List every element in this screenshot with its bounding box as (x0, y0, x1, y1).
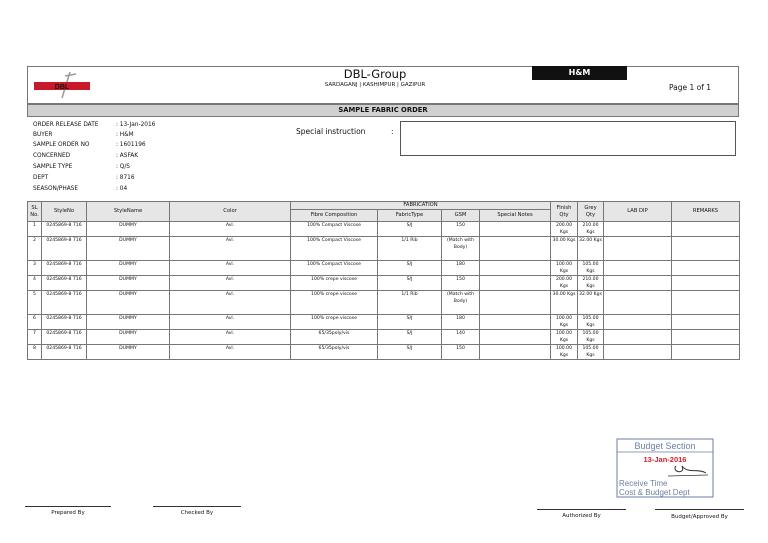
cell-style-name: DUMMY (87, 330, 170, 345)
cell-grey-qty: 210.00 Kgs (578, 276, 604, 291)
cell-gsm: 140 (442, 330, 480, 345)
cell-gsm: 180 (442, 315, 480, 330)
table-row (28, 276, 740, 291)
svg-text:Receive Time: Receive Time (619, 479, 668, 488)
col-lab-dip: LAB DIP (604, 202, 672, 222)
col-remarks: REMARKS (672, 202, 740, 222)
info-sample-type: SAMPLE TYPE : Q/S (33, 164, 130, 170)
cell-remarks (672, 291, 740, 315)
col-gsm: GSM (442, 210, 480, 222)
cell-style-no: 0245869-8 716 (42, 222, 87, 237)
info-season-phase: SEASON/PHASE : 04 (33, 186, 128, 192)
document-title: SAMPLE FABRIC ORDER (27, 104, 739, 117)
cell-fibre: 100% crepe viscose (291, 315, 378, 330)
cell-lab-dip (604, 345, 672, 360)
cell-finish-qty: 200.00 Kgs (551, 276, 578, 291)
table-row (28, 237, 740, 261)
cell-lab-dip (604, 330, 672, 345)
dbl-logo (32, 70, 94, 100)
cell-style-no: 0245869-8 716 (42, 315, 87, 330)
prepared-line (25, 506, 111, 507)
cell-style-no: 0245869-8 716 (42, 345, 87, 360)
cell-fabric-type: S/J (378, 276, 442, 291)
special-instruction-label: Special instruction (296, 127, 366, 136)
svg-text:13-Jan-2016: 13-Jan-2016 (643, 455, 687, 464)
cell-fabric-type: S/J (378, 315, 442, 330)
approved-line (655, 509, 744, 510)
cell-color: Avl. (170, 345, 291, 360)
cell-fibre: 100% Compact Viscose (291, 222, 378, 237)
cell-remarks (672, 261, 740, 276)
table-row (28, 291, 740, 315)
cell-lab-dip (604, 291, 672, 315)
table-row (28, 315, 740, 330)
checked-line (153, 506, 241, 507)
cell-remarks (672, 276, 740, 291)
col-style-name: StyleName (87, 202, 170, 222)
col-finish-qty: Finish Qty (551, 202, 578, 222)
cell-style-no: 0245869-8 716 (42, 330, 87, 345)
cell-sl: 3 (28, 261, 42, 276)
col-fabrication: FABRICATION (291, 202, 551, 210)
buyer-badge: H&M (532, 66, 627, 80)
cell-sl: 7 (28, 330, 42, 345)
cell-fibre: 65/35poly/vis (291, 345, 378, 360)
company-address: SARDAGANJ | KASHIMPUR | GAZIPUR (324, 82, 426, 88)
svg-text:Cost & Budget Dept: Cost & Budget Dept (619, 488, 690, 497)
budget-section-stamp (616, 438, 714, 498)
cell-style-name: DUMMY (87, 315, 170, 330)
cell-special-notes (480, 330, 551, 345)
cell-remarks (672, 330, 740, 345)
approved-by-label: Budget/Approved By (671, 514, 728, 520)
table-row (28, 261, 740, 276)
svg-text:DBL: DBL (54, 84, 70, 91)
cell-lab-dip (604, 237, 672, 261)
cell-special-notes (480, 222, 551, 237)
cell-lab-dip (604, 276, 672, 291)
cell-special-notes (480, 291, 551, 315)
cell-special-notes (480, 315, 551, 330)
cell-lab-dip (604, 222, 672, 237)
cell-fibre: 100% crepe viscose (291, 291, 378, 315)
cell-style-name: DUMMY (87, 237, 170, 261)
cell-finish-qty: 200.00 Kgs (551, 222, 578, 237)
cell-style-no: 0245869-8 716 (42, 276, 87, 291)
table-row (28, 330, 740, 345)
cell-grey-qty: 32.00 Kgs (578, 291, 604, 315)
cell-fibre: 100% crepe viscose (291, 276, 378, 291)
cell-remarks (672, 222, 740, 237)
page-number: Page 1 of 1 (668, 83, 712, 92)
cell-gsm: 150 (442, 276, 480, 291)
cell-style-name: DUMMY (87, 291, 170, 315)
cell-remarks (672, 345, 740, 360)
cell-gsm: (Match with Body) (442, 237, 480, 261)
authorized-by-label: Authorized By (562, 513, 601, 519)
cell-style-name: DUMMY (87, 276, 170, 291)
cell-gsm: 150 (442, 222, 480, 237)
prepared-by-label: Prepared By (51, 510, 85, 516)
cell-color: Avl. (170, 222, 291, 237)
cell-fabric-type: S/J (378, 345, 442, 360)
cell-lab-dip (604, 261, 672, 276)
info-concerned: CONCERNED : ASFAK (33, 153, 139, 159)
cell-special-notes (480, 276, 551, 291)
cell-finish-qty: 100.00 Kgs (551, 315, 578, 330)
cell-style-no: 0245869-8 716 (42, 291, 87, 315)
cell-finish-qty: 100.00 Kgs (551, 345, 578, 360)
cell-style-no: 0245869-8 716 (42, 261, 87, 276)
special-instruction-colon: : (391, 127, 394, 136)
table-row (28, 345, 740, 360)
cell-finish-qty: 100.00 Kgs (551, 261, 578, 276)
cell-sl: 2 (28, 237, 42, 261)
cell-finish-qty: 30.00 Kgs (551, 237, 578, 261)
info-sample-order-no: SAMPLE ORDER NO : 1601196 (33, 142, 146, 148)
cell-grey-qty: 105.00 Kgs (578, 315, 604, 330)
cell-style-name: DUMMY (87, 261, 170, 276)
cell-style-no: 0245869-8 716 (42, 237, 87, 261)
cell-special-notes (480, 345, 551, 360)
cell-gsm: 150 (442, 345, 480, 360)
cell-grey-qty: 32.00 Kgs (578, 237, 604, 261)
cell-fabric-type: 1/1 Rib (378, 237, 442, 261)
cell-finish-qty: 100.00 Kgs (551, 330, 578, 345)
cell-special-notes (480, 237, 551, 261)
col-fabric-type: FabricType (378, 210, 442, 222)
cell-color: Avl. (170, 276, 291, 291)
col-fibre: Fibre Composition (291, 210, 378, 222)
cell-fibre: 100% Compact Viscose (291, 261, 378, 276)
cell-color: Avl. (170, 315, 291, 330)
cell-fabric-type: S/J (378, 261, 442, 276)
cell-special-notes (480, 261, 551, 276)
cell-fabric-type: S/J (378, 222, 442, 237)
info-buyer: BUYER : H&M (33, 132, 134, 138)
cell-grey-qty: 105.00 Kgs (578, 345, 604, 360)
cell-gsm: (Match with Body) (442, 291, 480, 315)
cell-sl: 5 (28, 291, 42, 315)
cell-lab-dip (604, 315, 672, 330)
col-sl: SL No. (28, 202, 42, 222)
special-instruction-box (400, 121, 736, 156)
cell-grey-qty: 210.00 Kgs (578, 222, 604, 237)
cell-sl: 4 (28, 276, 42, 291)
checked-by-label: Checked By (180, 510, 214, 516)
table-row (28, 222, 740, 237)
cell-color: Avl. (170, 261, 291, 276)
svg-text:Budget Section: Budget Section (634, 441, 696, 451)
cell-color: Avl. (170, 291, 291, 315)
col-style-no: StyleNo (42, 202, 87, 222)
company-name: DBL-Group (343, 67, 407, 81)
cell-fibre: 100% Compact Viscose (291, 237, 378, 261)
cell-style-name: DUMMY (87, 345, 170, 360)
info-release-date: ORDER RELEASE DATE : 13-Jan-2016 (33, 122, 156, 128)
cell-remarks (672, 315, 740, 330)
cell-sl: 1 (28, 222, 42, 237)
authorized-line (537, 509, 626, 510)
cell-color: Avl. (170, 237, 291, 261)
cell-fabric-type: 1/1 Rib (378, 291, 442, 315)
fabric-order-table (27, 201, 740, 360)
col-special-notes: Special Notes (480, 210, 551, 222)
cell-sl: 8 (28, 345, 42, 360)
info-dept: DEPT : 8716 (33, 175, 135, 181)
cell-grey-qty: 105.00 Kgs (578, 261, 604, 276)
cell-finish-qty: 30.00 Kgs (551, 291, 578, 315)
cell-style-name: DUMMY (87, 222, 170, 237)
cell-color: Avl. (170, 330, 291, 345)
cell-fibre: 65/35poly/vis (291, 330, 378, 345)
col-grey-qty: Grey Qty (578, 202, 604, 222)
cell-grey-qty: 105.00 Kgs (578, 330, 604, 345)
cell-fabric-type: S/J (378, 330, 442, 345)
cell-sl: 6 (28, 315, 42, 330)
cell-remarks (672, 237, 740, 261)
col-color: Color (170, 202, 291, 222)
cell-gsm: 180 (442, 261, 480, 276)
